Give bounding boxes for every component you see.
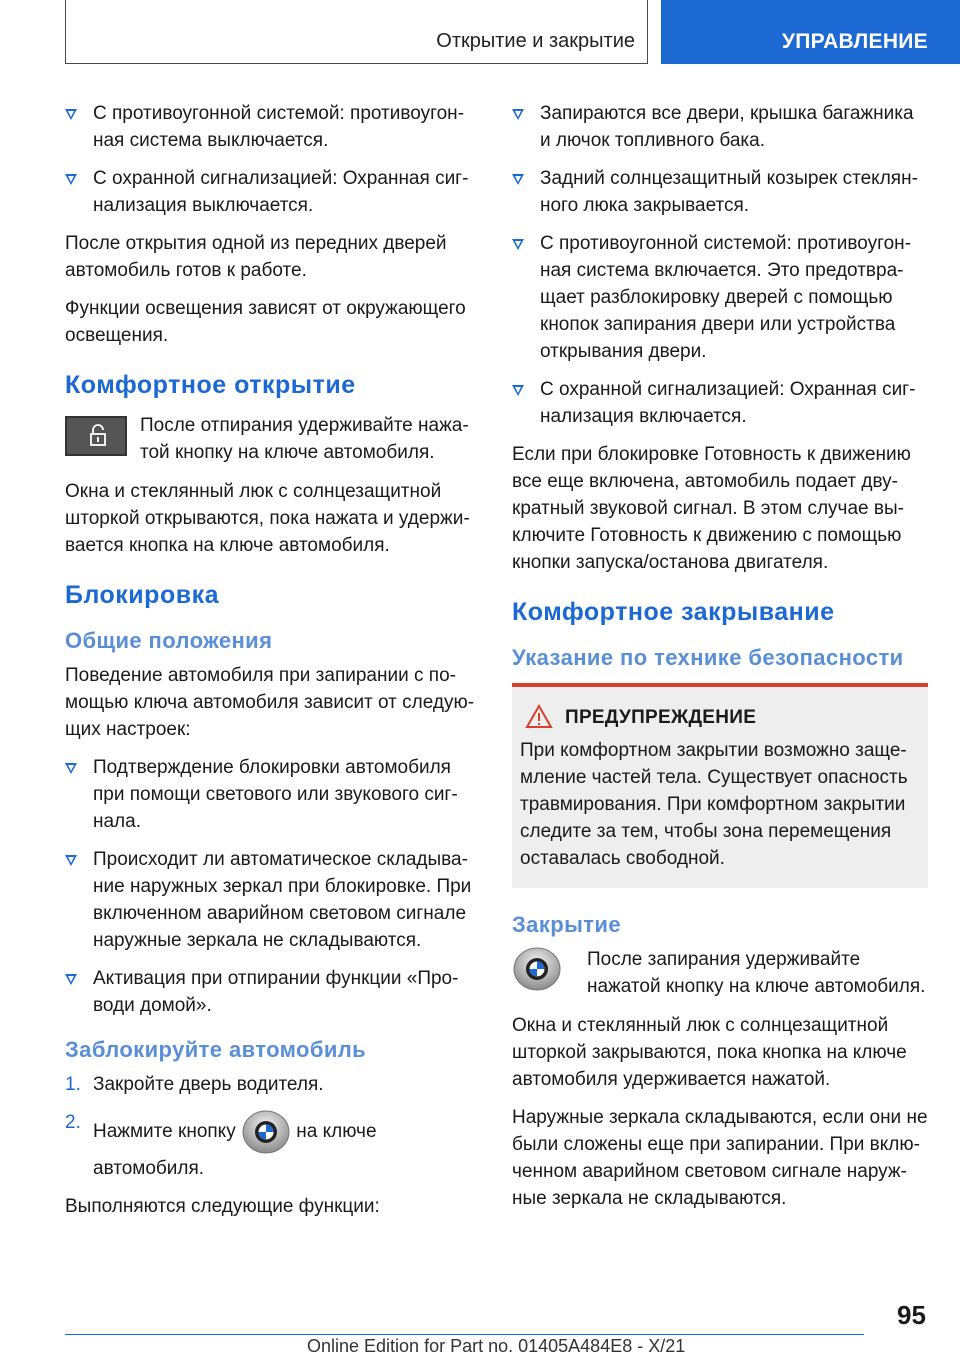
unlock-key-icon <box>65 416 127 456</box>
step-item: 1. Закройте дверь водителя. <box>65 1074 324 1095</box>
paragraph: Наружные зеркала складываются, если они не были сложены еще при запирании. При включенном аварийном световом сигнале наружные зеркала не складываются. <box>512 1107 928 1209</box>
header-frame <box>65 0 648 64</box>
comfort-open-instruction: После отпирания удерживайте нажатой кнопку на ключе автомобиля. <box>65 412 475 466</box>
paragraph: Окна и стеклянный люк с солнцезащитной шторкой закрываются, пока кнопка на ключе автомобиля удерживается нажатой. <box>512 1015 907 1090</box>
heading-safety: Указание по технике безопасности <box>512 645 904 670</box>
list-item: С охранной сигнализацией: Охранная сигнализация выключается. <box>65 165 475 219</box>
chapter-title: Открытие и закрытие <box>436 30 635 52</box>
paragraph: После открытия одной из передних дверей автомобиль готов к работе. <box>65 233 447 281</box>
warning-box <box>512 683 928 888</box>
paragraph: Если при блокировке Готовность к движению все еще включена, автомобиль подает двукратный звуковой сигнал. В этом случае выключите Готовность к движению с помощью кнопки запуска/останова двигателя. <box>512 444 911 573</box>
triangle-bullet-icon <box>65 109 77 120</box>
step-item: 2. Нажмите кнопку на ключе автомобиля. <box>65 1109 475 1182</box>
list-item: Задний солнцезащитный козырек стеклянного люка закрывается. <box>512 165 928 219</box>
list-item: Запираются все двери, крышка багажника и лючок топливного бака. <box>512 100 928 154</box>
triangle-bullet-icon <box>512 109 524 120</box>
triangle-bullet-icon <box>65 855 77 866</box>
footer-divider <box>65 1334 864 1335</box>
heading-lock: Блокировка <box>65 581 219 609</box>
paragraph: Поведение автомобиля при запирании с помощью ключа автомобиля зависит от следующих настроек: <box>65 665 475 740</box>
bmw-logo-icon <box>512 946 562 992</box>
triangle-bullet-icon <box>65 763 77 774</box>
list-item: С охранной сигнализацией: Охранная сигнализация включается. <box>512 376 928 430</box>
section-title: УПРАВЛЕНИЕ <box>781 30 928 53</box>
heading-lock-car: Заблокируйте автомобиль <box>65 1037 367 1062</box>
heading-general: Общие положения <box>65 628 273 653</box>
section-tab <box>661 0 960 64</box>
bmw-logo-icon <box>241 1109 291 1155</box>
right-column <box>512 100 928 1223</box>
warning-title: ПРЕДУПРЕЖДЕНИЕ <box>520 707 918 729</box>
heading-comfort-close: Комфортное закрывание <box>512 598 835 626</box>
left-column <box>65 100 475 1231</box>
triangle-bullet-icon <box>512 239 524 250</box>
paragraph: Функции освещения зависят от окружающего освещения. <box>65 298 466 346</box>
triangle-bullet-icon <box>65 974 77 985</box>
list-item: Происходит ли автоматическое складывание наружных зеркал при блокировке. При включенном аварийном световом сигнале наружные зеркала не складываются. <box>65 846 475 954</box>
paragraph: Выполняются следующие функции: <box>65 1196 380 1217</box>
warning-triangle-icon <box>525 704 553 730</box>
triangle-bullet-icon <box>512 174 524 185</box>
edition-footer: Online Edition for Part no. 01405A484E8 - X/21 <box>307 1336 686 1356</box>
warning-text: При комфортном закрытии возможно защемление частей тела. Существует опасность травмирования. При комфортном закрытии следите за тем, чтобы зона перемещения оставалась свободной. <box>520 740 908 869</box>
page-number: 95 <box>897 1300 926 1330</box>
list-item: Подтверждение блокировки автомобиля при помощи светового или звукового сигнала. <box>65 754 475 835</box>
list-item: С противоугонной системой: противоугонная система включается. Это предотвращает разблокировку дверей с помощью кнопок запирания двери или устройства открывания двери. <box>512 230 928 365</box>
list-item: Активация при отпирании функции «Проводи домой». <box>65 965 475 1019</box>
close-instruction: После запирания удерживайте нажатой кнопку на ключе автомобиля. <box>512 946 928 1000</box>
triangle-bullet-icon <box>65 174 77 185</box>
triangle-bullet-icon <box>512 385 524 396</box>
list-item: С противоугонной системой: противоугонная система выключается. <box>65 100 475 154</box>
heading-close: Закрытие <box>512 912 621 937</box>
heading-comfort-open: Комфортное открытие <box>65 371 356 399</box>
paragraph: Окна и стеклянный люк с солнцезащитной шторкой открываются, пока нажата и удерживается кнопка на ключе автомобиля. <box>65 481 470 556</box>
